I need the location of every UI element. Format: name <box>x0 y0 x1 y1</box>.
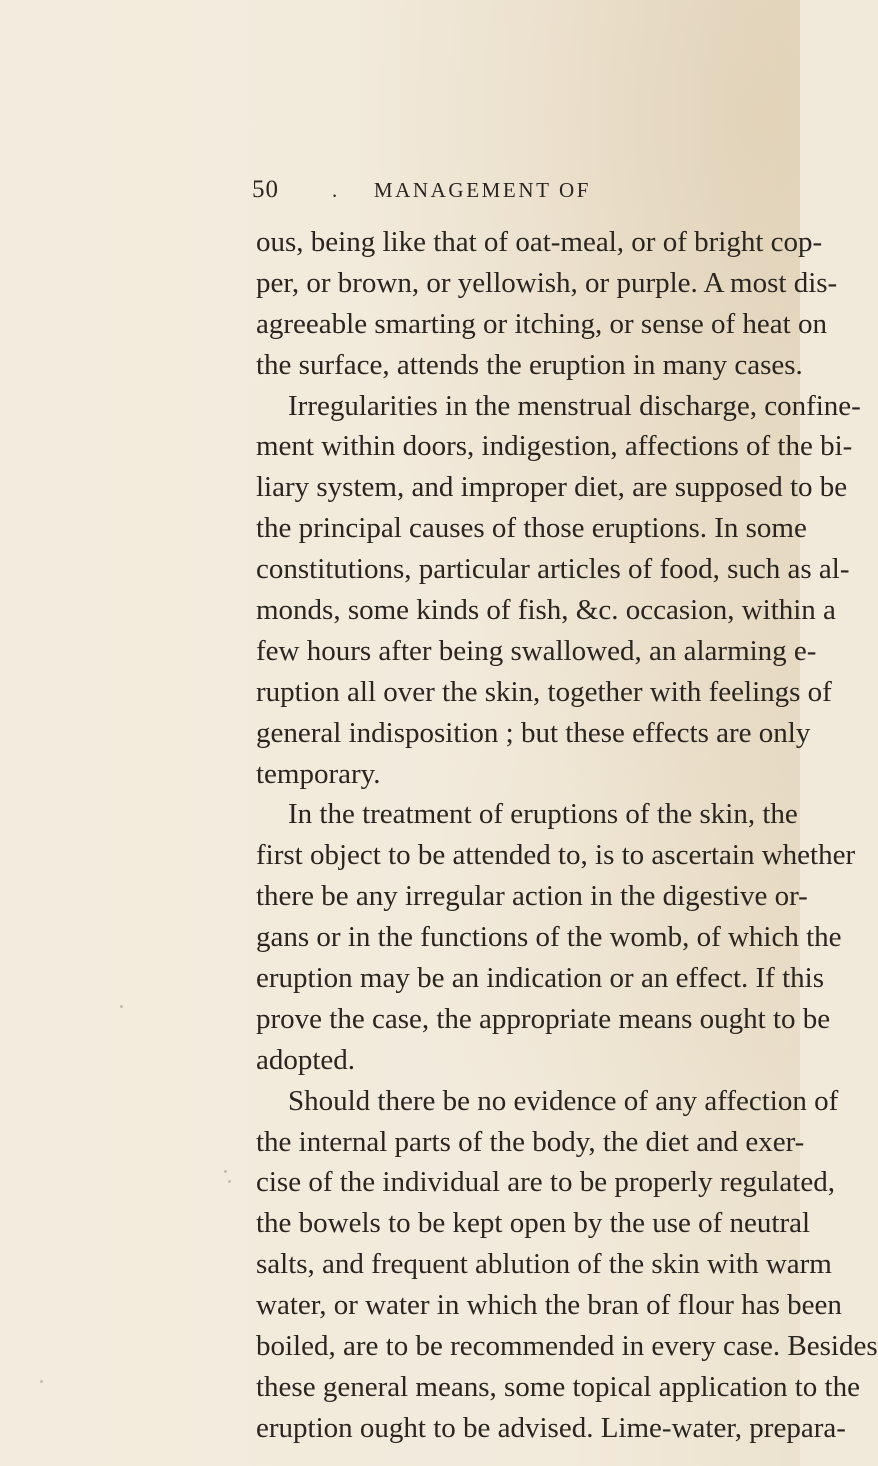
text-line: prove the case, the appropriate means ought to be <box>256 1002 831 1035</box>
text-line: agreeable smarting or itching, or sense of heat on <box>256 307 827 340</box>
paper-speck <box>224 1170 227 1173</box>
text-line: Should there be no evidence of any affection of <box>288 1084 839 1117</box>
paper-speck <box>228 1180 231 1183</box>
text-line: ous, being like that of oat-meal, or of bright cop- <box>256 226 823 258</box>
paper-speck <box>40 1380 43 1383</box>
text-line: eruption may be an indication or an effect. If this <box>256 962 824 995</box>
text-line: the principal causes of those eruptions. In some <box>256 512 807 545</box>
text-line: water, or water in which the bran of flour has been <box>256 1289 842 1322</box>
text-line: few hours after being swallowed, an alarming e- <box>256 634 817 667</box>
text-line: adopted. <box>256 1043 356 1076</box>
text-line: boiled, are to be recommended in every case. Besides <box>256 1330 878 1363</box>
text-line: first object to be attended to, is to ascertain whether <box>256 839 856 872</box>
paper-speck <box>120 1005 123 1008</box>
text-line: cise of the individual are to be properly regulated, <box>256 1166 835 1199</box>
text-line: temporary. <box>256 757 381 790</box>
body-text <box>256 222 878 1449</box>
text-line: these general means, some topical application to the <box>256 1370 860 1403</box>
text-line: Irregularities in the menstrual discharge, confine- <box>288 389 861 422</box>
text-line: general indisposition ; but these effects are only <box>256 716 811 749</box>
text-line: the surface, attends the eruption in many cases. <box>256 348 803 381</box>
text-line: ment within doors, indigestion, affections of the bi- <box>256 430 853 463</box>
page-header <box>252 176 772 206</box>
text-line: In the treatment of eruptions of the skin, the <box>288 798 798 831</box>
text-line: ruption all over the skin, together with feelings of <box>256 675 832 708</box>
text-line: the bowels to be kept open by the use of neutral <box>256 1207 811 1240</box>
text-line: gans or in the functions of the womb, of which the <box>256 921 842 954</box>
text-line: eruption ought to be advised. Lime-water, prepara- <box>256 1411 846 1444</box>
text-line: the internal parts of the body, the diet and exer- <box>256 1125 805 1158</box>
text-line: constitutions, particular articles of food, such as al- <box>256 553 850 586</box>
page-number: 50 <box>252 176 279 203</box>
header-separator: . <box>332 178 340 202</box>
text-line: liary system, and improper diet, are supposed to be <box>256 471 848 504</box>
text-line: salts, and frequent ablution of the skin with warm <box>256 1248 832 1281</box>
text-line: per, or brown, or yellowish, or purple. A most dis- <box>256 266 838 299</box>
text-line: monds, some kinds of fish, &c. occasion, within a <box>256 594 836 627</box>
running-head <box>332 178 591 203</box>
running-head-title: MANAGEMENT OF <box>373 178 592 202</box>
text-line: there be any irregular action in the digestive or- <box>256 880 808 913</box>
